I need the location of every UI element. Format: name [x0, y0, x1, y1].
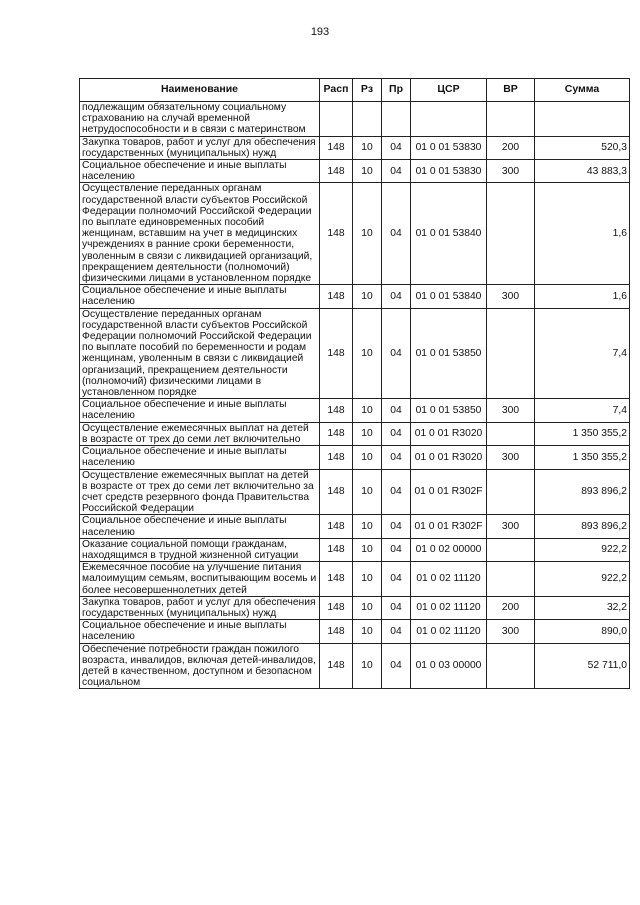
budget-table — [79, 78, 630, 689]
table-row — [80, 620, 630, 643]
cell-csr: 01 0 02 11120 — [411, 596, 487, 619]
cell-csr: 01 0 02 11120 — [411, 562, 487, 597]
table-row — [80, 446, 630, 469]
cell-rasp — [320, 102, 353, 137]
cell-sum: 1 350 355,2 — [535, 446, 630, 469]
cell-vr — [487, 643, 535, 689]
table-row — [80, 160, 630, 183]
cell-rz: 10 — [353, 643, 382, 689]
cell-pr: 04 — [382, 160, 411, 183]
cell-pr: 04 — [382, 596, 411, 619]
cell-pr: 04 — [382, 469, 411, 515]
cell-rz: 10 — [353, 620, 382, 643]
cell-csr: 01 0 02 11120 — [411, 620, 487, 643]
cell-rasp: 148 — [320, 160, 353, 183]
cell-rasp: 148 — [320, 596, 353, 619]
cell-rz: 10 — [353, 562, 382, 597]
cell-rz: 10 — [353, 446, 382, 469]
cell-rz: 10 — [353, 422, 382, 445]
cell-rasp: 148 — [320, 515, 353, 538]
header-rasp: Расп — [320, 79, 353, 102]
cell-rasp: 148 — [320, 620, 353, 643]
cell-vr: 300 — [487, 285, 535, 308]
cell-pr — [382, 102, 411, 137]
cell-rz: 10 — [353, 183, 382, 285]
cell-pr: 04 — [382, 136, 411, 159]
header-vr: ВР — [487, 79, 535, 102]
cell-sum: 890,0 — [535, 620, 630, 643]
cell-pr: 04 — [382, 643, 411, 689]
cell-name: Социальное обеспечение и иные выплаты населению — [80, 446, 320, 469]
table-body — [80, 102, 630, 689]
cell-vr — [487, 308, 535, 399]
cell-sum: 1,6 — [535, 285, 630, 308]
page-number: 193 — [310, 26, 330, 38]
table-row — [80, 308, 630, 399]
table-row — [80, 643, 630, 689]
cell-csr: 01 0 02 00000 — [411, 538, 487, 561]
table-row — [80, 596, 630, 619]
cell-vr: 300 — [487, 399, 535, 422]
cell-vr — [487, 422, 535, 445]
cell-sum: 520,3 — [535, 136, 630, 159]
cell-csr — [411, 102, 487, 137]
cell-pr: 04 — [382, 422, 411, 445]
cell-csr: 01 0 01 R302F — [411, 515, 487, 538]
table-header-row — [80, 79, 630, 102]
cell-pr: 04 — [382, 620, 411, 643]
cell-csr: 01 0 01 R3020 — [411, 422, 487, 445]
cell-sum: 43 883,3 — [535, 160, 630, 183]
cell-name: Осуществление ежемесячных выплат на детей в возрасте от трех до семи лет включительно — [80, 422, 320, 445]
cell-rasp: 148 — [320, 469, 353, 515]
cell-sum: 7,4 — [535, 308, 630, 399]
cell-rz: 10 — [353, 308, 382, 399]
cell-rasp: 148 — [320, 562, 353, 597]
cell-csr: 01 0 01 R302F — [411, 469, 487, 515]
cell-rz: 10 — [353, 160, 382, 183]
cell-csr: 01 0 01 53840 — [411, 285, 487, 308]
cell-vr: 200 — [487, 136, 535, 159]
cell-rasp: 148 — [320, 399, 353, 422]
cell-sum: 922,2 — [535, 538, 630, 561]
cell-rz: 10 — [353, 399, 382, 422]
cell-pr: 04 — [382, 515, 411, 538]
cell-name: Оказание социальной помощи гражданам, находящимся в трудной жизненной ситуации — [80, 538, 320, 561]
header-csr: ЦСР — [411, 79, 487, 102]
cell-rasp: 148 — [320, 136, 353, 159]
cell-rasp: 148 — [320, 183, 353, 285]
cell-csr: 01 0 03 00000 — [411, 643, 487, 689]
cell-pr: 04 — [382, 183, 411, 285]
cell-pr: 04 — [382, 538, 411, 561]
cell-rasp: 148 — [320, 446, 353, 469]
cell-vr — [487, 469, 535, 515]
cell-csr: 01 0 01 53830 — [411, 160, 487, 183]
cell-rz: 10 — [353, 136, 382, 159]
cell-name: Социальное обеспечение и иные выплаты населению — [80, 160, 320, 183]
table-row — [80, 102, 630, 137]
cell-sum: 922,2 — [535, 562, 630, 597]
table-row — [80, 285, 630, 308]
cell-pr: 04 — [382, 399, 411, 422]
cell-rz: 10 — [353, 285, 382, 308]
cell-vr: 300 — [487, 515, 535, 538]
cell-name: Осуществление ежемесячных выплат на детей в возрасте от трех до семи лет включительно за счет средств резервного фонда Правительства Российской Федерации — [80, 469, 320, 515]
header-pr: Пр — [382, 79, 411, 102]
cell-csr: 01 0 01 53850 — [411, 399, 487, 422]
table-row — [80, 469, 630, 515]
cell-name: Закупка товаров, работ и услуг для обеспечения государственных (муниципальных) нужд — [80, 136, 320, 159]
cell-rasp: 148 — [320, 422, 353, 445]
table-row — [80, 538, 630, 561]
cell-pr: 04 — [382, 308, 411, 399]
cell-sum — [535, 102, 630, 137]
cell-name: Социальное обеспечение и иные выплаты населению — [80, 620, 320, 643]
cell-csr: 01 0 01 53850 — [411, 308, 487, 399]
header-name: Наименование — [80, 79, 320, 102]
cell-sum: 1 350 355,2 — [535, 422, 630, 445]
table-row — [80, 183, 630, 285]
cell-name: Обеспечение потребности граждан пожилого возраста, инвалидов, включая детей-инвалидов, детей в качественном, доступном и безопасном социальном — [80, 643, 320, 689]
cell-rz: 10 — [353, 596, 382, 619]
cell-pr: 04 — [382, 446, 411, 469]
cell-name: Ежемесячное пособие на улучшение питания малоимущим семьям, воспитывающим восемь и более несовершеннолетних детей — [80, 562, 320, 597]
cell-vr — [487, 538, 535, 561]
cell-sum: 52 711,0 — [535, 643, 630, 689]
cell-pr: 04 — [382, 285, 411, 308]
cell-vr — [487, 102, 535, 137]
cell-name: Социальное обеспечение и иные выплаты населению — [80, 515, 320, 538]
cell-rasp: 148 — [320, 538, 353, 561]
cell-sum: 32,2 — [535, 596, 630, 619]
cell-rasp: 148 — [320, 285, 353, 308]
cell-rz: 10 — [353, 538, 382, 561]
cell-name: Социальное обеспечение и иные выплаты населению — [80, 399, 320, 422]
table-row — [80, 399, 630, 422]
cell-name: Осуществление переданных органам государственной власти субъектов Российской Федерации полномочий Российской Федерации по выплате единовременных пособий женщинам, вставшим на учет в медицинских учреждениях в ранние сроки беременности, уволенным в связи с ликвидацией организаций, прекращением деятельности (полномочий) физическими лицами в установленном порядке — [80, 183, 320, 285]
cell-vr: 300 — [487, 446, 535, 469]
cell-csr: 01 0 01 53830 — [411, 136, 487, 159]
cell-vr: 200 — [487, 596, 535, 619]
cell-name: Осуществление переданных органам государственной власти субъектов Российской Федерации полномочий Российской Федерации по выплате пособий по беременности и родам женщинам, уволенным в связи с ликвидацией организаций, прекращением деятельности (полномочий) физическими лицами в установленном порядке — [80, 308, 320, 399]
cell-name: подлежащим обязательному социальному страхованию на случай временной нетрудоспособности и в связи с материнством — [80, 102, 320, 137]
cell-sum: 893 896,2 — [535, 515, 630, 538]
cell-vr: 300 — [487, 620, 535, 643]
cell-name: Закупка товаров, работ и услуг для обеспечения государственных (муниципальных) нужд — [80, 596, 320, 619]
cell-sum: 1,6 — [535, 183, 630, 285]
table-row — [80, 562, 630, 597]
cell-sum: 893 896,2 — [535, 469, 630, 515]
table-row — [80, 422, 630, 445]
cell-rz: 10 — [353, 515, 382, 538]
cell-rasp: 148 — [320, 643, 353, 689]
header-sum: Сумма — [535, 79, 630, 102]
cell-sum: 7,4 — [535, 399, 630, 422]
cell-csr: 01 0 01 53840 — [411, 183, 487, 285]
cell-vr: 300 — [487, 160, 535, 183]
cell-rz: 10 — [353, 469, 382, 515]
table-row — [80, 136, 630, 159]
cell-name: Социальное обеспечение и иные выплаты населению — [80, 285, 320, 308]
header-rz: Рз — [353, 79, 382, 102]
cell-csr: 01 0 01 R3020 — [411, 446, 487, 469]
cell-rz — [353, 102, 382, 137]
table-row — [80, 515, 630, 538]
cell-pr: 04 — [382, 562, 411, 597]
cell-vr — [487, 183, 535, 285]
cell-vr — [487, 562, 535, 597]
cell-rasp: 148 — [320, 308, 353, 399]
